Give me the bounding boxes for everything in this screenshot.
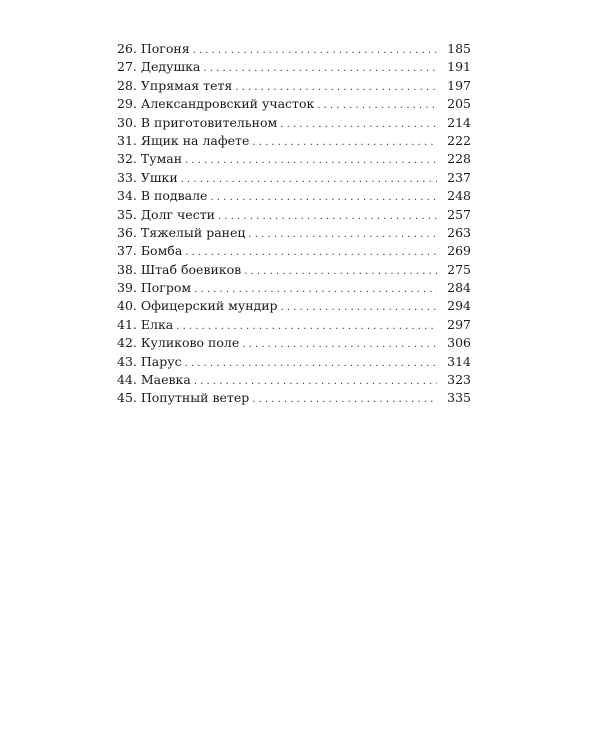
toc-entry (117, 316, 471, 334)
toc-entry-number: 34. (117, 188, 137, 204)
toc-entry-label: Куликово поле (140, 335, 240, 351)
toc-entry-label: В приготовительном (140, 114, 278, 130)
toc-entry-number: 38. (117, 261, 137, 277)
toc-entry (117, 114, 471, 132)
toc-dot-leader (203, 58, 437, 78)
toc-entry-title (117, 297, 281, 315)
toc-entry (117, 371, 471, 389)
toc-page-number: 294 (447, 298, 471, 314)
toc-dot-leader (252, 132, 437, 152)
toc-page-number: 306 (447, 335, 471, 351)
toc-entry-label: Туман (140, 151, 183, 167)
toc-entry (117, 206, 471, 224)
toc-entry (117, 77, 471, 95)
toc-entry-number: 35. (117, 206, 137, 222)
toc-dot-leader (185, 353, 437, 373)
toc-entry-label: Маевка (140, 372, 191, 388)
toc-entry-title (117, 389, 252, 407)
toc-page-number: 263 (447, 224, 471, 240)
toc-entry-label: Елка (140, 316, 174, 332)
toc-dot-leader (176, 316, 437, 336)
toc-entry (117, 150, 471, 168)
toc-entry-title (117, 334, 242, 352)
toc-page-number: 275 (447, 261, 471, 277)
toc-entry-title (117, 242, 185, 260)
toc-page-number: 191 (447, 59, 471, 75)
toc-page-number: 257 (447, 206, 471, 222)
toc-entry-number: 29. (117, 96, 137, 112)
toc-entry (117, 58, 471, 76)
toc-dot-leader (218, 206, 437, 226)
toc-entry-title (117, 114, 280, 132)
toc-entry-title (117, 279, 194, 297)
toc-entry-label: Штаб боевиков (140, 261, 242, 277)
toc-dot-leader (185, 242, 437, 262)
toc-dot-leader (194, 279, 437, 299)
toc-page-number: 297 (447, 316, 471, 332)
toc-entry-title (117, 371, 194, 389)
toc-entry-title (117, 150, 185, 168)
toc-entry-label: Упрямая тетя (140, 77, 233, 93)
toc-entry-title (117, 132, 252, 150)
toc-page-number: 335 (447, 390, 471, 406)
toc-entry (117, 224, 471, 242)
toc-dot-leader (242, 334, 437, 354)
toc-entry-label: Парус (140, 353, 182, 369)
toc-entry-label: Ушки (140, 169, 178, 185)
toc-entry-title (117, 95, 317, 113)
toc-entry-number: 31. (117, 132, 137, 148)
toc-entry (117, 242, 471, 260)
toc-entry-title (117, 187, 210, 205)
toc-dot-leader (210, 187, 437, 207)
toc-entry-title (117, 58, 203, 76)
toc-entry-number: 39. (117, 280, 137, 296)
toc-entry (117, 169, 471, 187)
toc-dot-leader (194, 371, 437, 391)
toc-entry-number: 32. (117, 151, 137, 167)
toc-entry-number: 26. (117, 41, 137, 56)
toc-page-number: 197 (447, 77, 471, 93)
toc-entry-label: Ящик на лафете (140, 132, 250, 148)
toc-entry (117, 40, 471, 58)
toc-entry-label: Александровский участок (140, 96, 315, 112)
toc-entry-number: 30. (117, 114, 137, 130)
toc-dot-leader (185, 150, 437, 170)
toc-entry-label: Попутный ветер (140, 390, 250, 406)
toc-dot-leader (235, 77, 437, 97)
toc-entry-title (117, 77, 235, 95)
toc-entry-label: Бомба (140, 243, 183, 259)
toc-entry-number: 37. (117, 243, 137, 259)
toc-entry-number: 36. (117, 224, 137, 240)
toc-entry-number: 40. (117, 298, 137, 314)
toc-entry-number: 27. (117, 59, 137, 75)
toc-page-number: 237 (447, 169, 471, 185)
toc-entry-title (117, 353, 185, 371)
toc-page-number: 323 (447, 372, 471, 388)
toc-entry-title (117, 169, 181, 187)
toc-page-number: 214 (447, 114, 471, 130)
toc-dot-leader (252, 389, 437, 409)
toc-entry (117, 261, 471, 279)
toc-page-number: 205 (447, 96, 471, 112)
toc-dot-leader (248, 224, 437, 244)
toc-page-number: 228 (447, 151, 471, 167)
toc-entry (117, 95, 471, 113)
toc-page-number: 185 (447, 41, 471, 56)
toc-page-number: 314 (447, 353, 471, 369)
toc-entry-number: 28. (117, 77, 137, 93)
toc-entry-label: Долг чести (140, 206, 215, 222)
toc-entry-title (117, 40, 193, 58)
toc-dot-leader (281, 297, 437, 317)
toc-entry-title (117, 224, 248, 242)
toc-entry-title (117, 261, 244, 279)
toc-page-number: 222 (447, 132, 471, 148)
toc-entry-number: 44. (117, 372, 137, 388)
toc-entry (117, 389, 471, 407)
toc-page-number: 284 (447, 280, 471, 296)
toc-dot-leader (317, 95, 437, 115)
toc-entry (117, 187, 471, 205)
toc-entry (117, 353, 471, 371)
toc-page-number: 269 (447, 243, 471, 259)
toc-entry-number: 33. (117, 169, 137, 185)
toc-entry-label: В подвале (140, 188, 208, 204)
toc-entry-number: 45. (117, 390, 137, 406)
toc-dot-leader (193, 40, 437, 60)
toc-entry (117, 334, 471, 352)
toc-entry-title (117, 206, 218, 224)
toc-entry (117, 132, 471, 150)
toc-dot-leader (280, 114, 437, 134)
toc-entry-label: Офицерский мундир (140, 298, 278, 314)
toc-entry-label: Дедушка (140, 59, 201, 75)
toc-entry-label: Тяжелый ранец (140, 224, 246, 240)
toc-dot-leader (244, 261, 437, 281)
toc-entry (117, 279, 471, 297)
toc-entry (117, 297, 471, 315)
toc-dot-leader (181, 169, 437, 189)
toc-entry-number: 43. (117, 353, 137, 369)
toc-page-number: 248 (447, 188, 471, 204)
toc-entry-number: 41. (117, 316, 137, 332)
table-of-contents (117, 40, 471, 408)
toc-entry-label: Погром (140, 280, 192, 296)
toc-entry-label: Погоня (140, 41, 190, 56)
toc-entry-title (117, 316, 176, 334)
toc-entry-number: 42. (117, 335, 137, 351)
